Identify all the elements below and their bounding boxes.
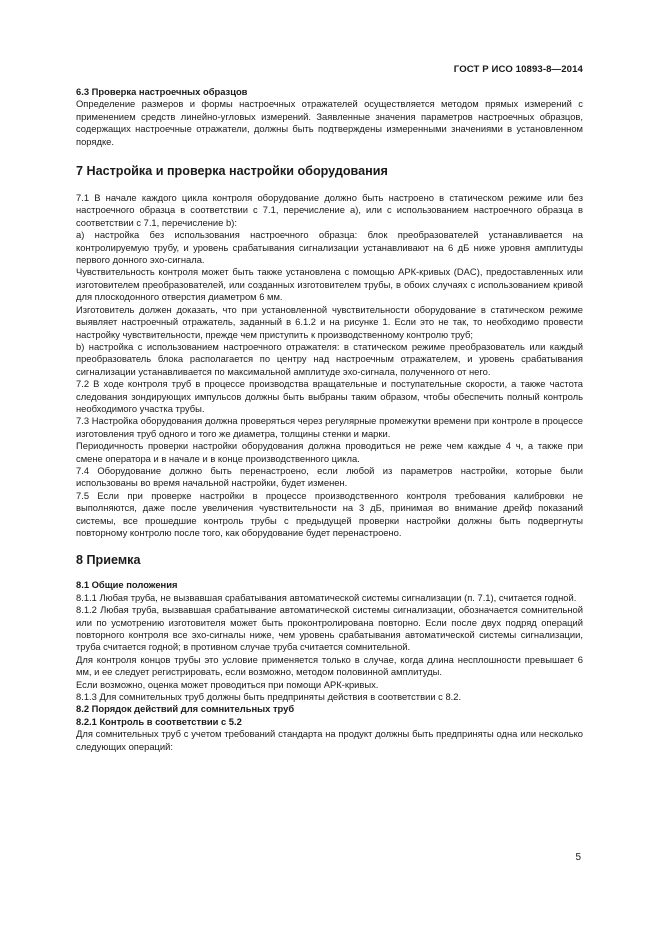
list-item-b: b) настройка с использованием настроечного отражателя: в статическом режиме преобразователь или каждый преобразователь блока располагается по центру над настроечным отражателем, и уровень срабатывания сигнализации устанавливается по максимальной амплитуде эхо-сигнала, полученного от него. (76, 340, 583, 377)
paragraph-8-1-2: 8.1.2 Любая труба, вызвавшая срабатывание автоматической системы сигнализации, обозначается сомнительной или по усмотрению изготовителя может быть проконтролирована повторно. Если после двух подряд операций повторного контроля все эхо-сигналы ниже, чем уровень срабатывания автоматической системы сигнализации, труба считается годной; в противном случае труба считается сомнительной. (76, 604, 583, 653)
paragraph-8-2-1: Для сомнительных труб с учетом требований стандарта на продукт должны быть предприняты одна или несколько следующих операций: (76, 728, 583, 752)
section-6-3-title: 6.3 Проверка настроечных образцов (76, 86, 248, 97)
paragraph-7-2: 7.2 В ходе контроля труб в процессе производства вращательные и поступательные скорости, а также частота следования зондирующих импульсов должны быть выбраны таким образом, чтобы обеспечить полный контроль необходимого участка трубы. (76, 378, 583, 414)
paragraph-7-3: 7.3 Настройка оборудования должна проверяться через регулярные промежутки времени при контроле в процессе изготовления труб одного и того же диаметра, толщины стенки и марки. (76, 415, 583, 439)
paragraph-dac: Чувствительность контроля может быть также установлена с помощью АРК-кривых (DAC), предоставленных или изготовителем преобразователей, или созданных изготовителем трубы, в обоих случаях с использованием кривой для плоскодонного отверстия диаметром 6 мм. (76, 266, 583, 303)
section-8-heading: 8 Приемка (76, 553, 141, 568)
paragraph-7-5: 7.5 Если при проверке настройки в процессе производственного контроля требования калибровки не выполняются, даже после увеличения чувствительности на 3 дБ, принимая во внимание дрейф показаний системы, все прошедшие контроль трубы с предыдущей проверки настройки должны быть подвергнуты повторному контролю после того, как оборудование будет перенастроено. (76, 489, 583, 538)
document-header: ГОСТ Р ИСО 10893-8—2014 (453, 64, 583, 75)
paragraph-periodicity: Периодичность проверки настройки оборудования должна проводиться не реже чем каждые 4 ч, а также при смене оператора и в начале и в конце производственного цикла. (76, 440, 583, 464)
paragraph-ark: Если возможно, оценка может проводиться при помощи АРК-кривых. (76, 678, 379, 690)
list-item-a: а) настройка без использования настроечного образца: блок преобразователей устанавливается на контролируемую трубу, и уровень срабатывания сигнализации устанавливают на 6 дБ ниже уровня амплитуды первого донного эхо-сигнала. (76, 229, 583, 266)
paragraph-8-1-3: 8.1.3 Для сомнительных труб должны быть предприняты действия в соответствии с 8.2. (76, 691, 462, 703)
paragraph-8-1-1: 8.1.1 Любая труба, не вызвавшая срабатывания автоматической системы сигнализации (п. 7.1), считается годной. (76, 591, 577, 603)
section-8-2-1-title: 8.2.1 Контроль в соответствии с 5.2 (76, 715, 242, 727)
section-6-3-paragraph (76, 98, 583, 148)
paragraph-7-1: 7.1 В начале каждого цикла контроля оборудование должно быть настроено в статическом режиме или без настроечного образца в соответствии с 7.1, перечисление а), или с использованием настроечного образца в соответствии с 7.1, перечисление b): (76, 192, 583, 228)
section-6-3-text: Определение размеров и формы настроечных отражателей осуществляется методом прямых измерений с применением средств линейно-угловых измерений. Заявленные значения параметров настроечных образцов, содержащих настроечные отражатели, должны быть подтверждены измеренными значениями в установленном порядке. (76, 98, 583, 147)
section-7-heading: 7 Настройка и проверка настройки оборудования (76, 164, 388, 179)
page-number: 5 (575, 852, 581, 863)
document-body (76, 86, 583, 753)
paragraph-pipe-ends: Для контроля концов трубы это условие применяется только в случае, когда длина несплошности превышает 6 мм, и ее следует регистрировать, если возможно, методом половинной амплитуды. (76, 653, 583, 678)
paragraph-7-4: 7.4 Оборудование должно быть перенастроено, если любой из параметров настройки, которые были использованы во время начальной настройки, будет изменен. (76, 464, 583, 489)
section-8-1-title: 8.1 Общие положения (76, 579, 178, 591)
section-8-2-title: 8.2 Порядок действий для сомнительных труб (76, 703, 295, 715)
paragraph-manufacturer: Изготовитель должен доказать, что при установленной чувствительности оборудование в статическом режиме выявляет настроечный отражатель, заданный в 6.1.2 и на рисунке 1. Если это не так, то необходимо провести настройку чувствительности, прежде чем приступить к производственному контролю труб; (76, 303, 583, 340)
